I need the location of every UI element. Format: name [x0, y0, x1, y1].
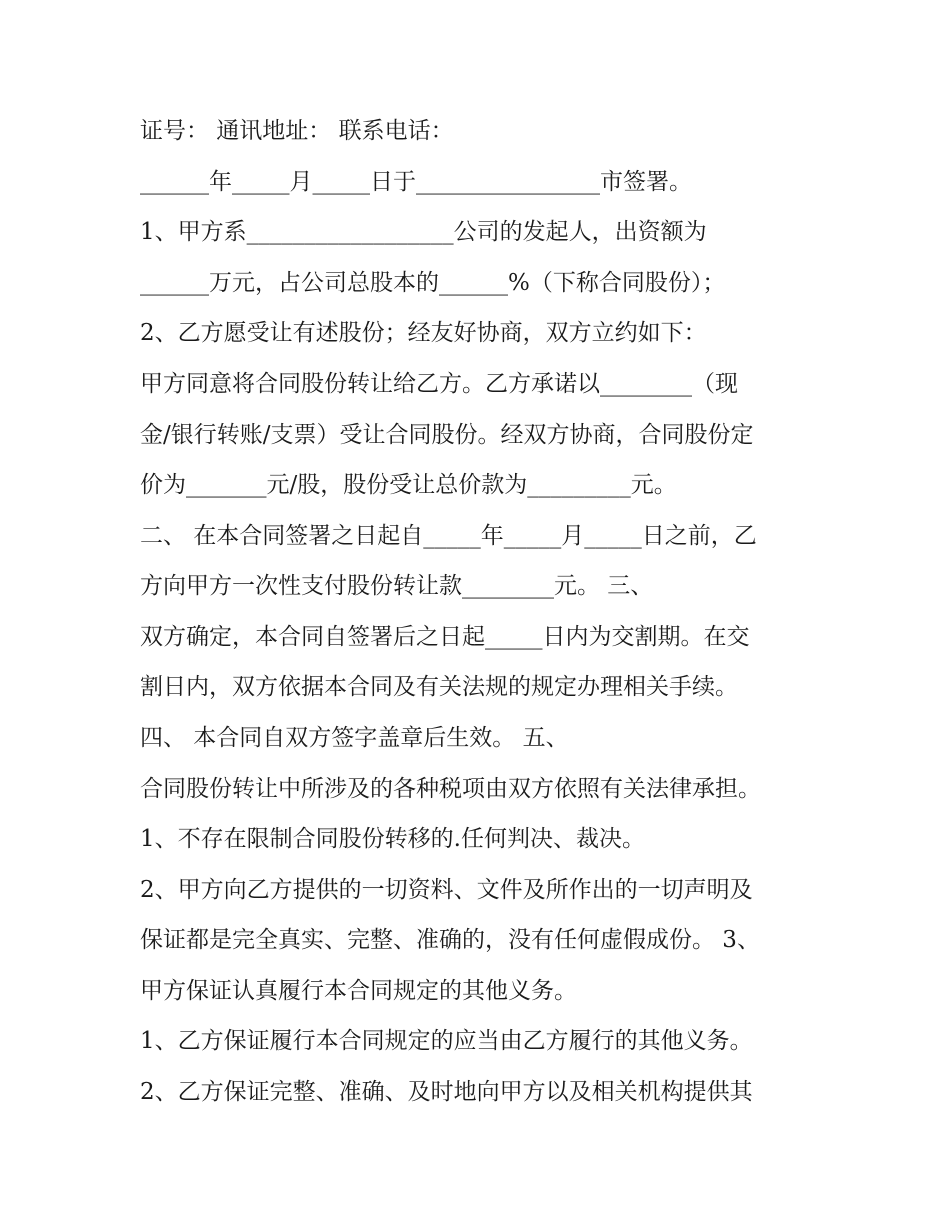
text-line-taxes: 合同股份转让中所涉及的各种税项由双方依照有关法律承担。 — [140, 776, 761, 802]
text-line-clause-four: 四、 本合同自双方签字盖章后生效。 五、 — [140, 725, 569, 751]
text-line-clause-two: 二、 在本合同签署之日起自_____年_____月_____日之前，乙 — [140, 523, 757, 549]
text-line-party-b-provide: 2、乙方保证完整、准确、及时地向甲方以及相关机构提供其 — [140, 1079, 753, 1105]
text-line-party-a-materials: 2、甲方向乙方提供的一切资料、文件及所作出的一切声明及 — [140, 877, 753, 903]
text-line-one-time-payment: 方向甲方一次性支付股份转让款________元。 三、 — [140, 573, 654, 599]
text-line-transfer-agreement: 甲方同意将合同股份转让给乙方。乙方承诺以________（现 — [140, 371, 738, 397]
text-line-delivery-period: 双方确定，本合同自签署后之日起_____日内为交割期。在交 — [140, 624, 750, 650]
text-line-share-price: 价为_______元/股，股份受让总价款为_________元。 — [140, 472, 677, 498]
text-line-procedures: 割日内，双方依据本合同及有关法规的规定办理相关手续。 — [140, 674, 738, 700]
text-line-contribution: ______万元，占公司总股本的______%（下称合同股份）； — [140, 270, 726, 296]
text-line-guarantee-truth: 保证都是完全真实、完整、准确的，没有任何虚假成份。 3、 — [140, 927, 760, 953]
text-line-party-a-obligations: 甲方保证认真履行本合同规定的其他义务。 — [140, 978, 577, 1004]
text-line-contact-fields: 证号： 通讯地址： 联系电话： — [140, 118, 454, 144]
text-line-party-b-obligations: 1、乙方保证履行本合同规定的应当由乙方履行的其他义务。 — [140, 1028, 753, 1054]
text-line-no-restrictions: 1、不存在限制合同股份转移的.任何判决、裁决。 — [140, 826, 645, 852]
text-line-party-a-company: 1、甲方系__________________公司的发起人，出资额为 — [140, 219, 707, 245]
text-line-signing-date: ______年_____月_____日于________________市签署。 — [140, 169, 692, 195]
text-line-payment-method: 金/银行转账/支票）受让合同股份。经双方协商，合同股份定 — [140, 422, 754, 448]
text-line-party-b-agrees: 2、乙方愿受让有述股份；经友好协商，双方立约如下： — [140, 320, 707, 346]
